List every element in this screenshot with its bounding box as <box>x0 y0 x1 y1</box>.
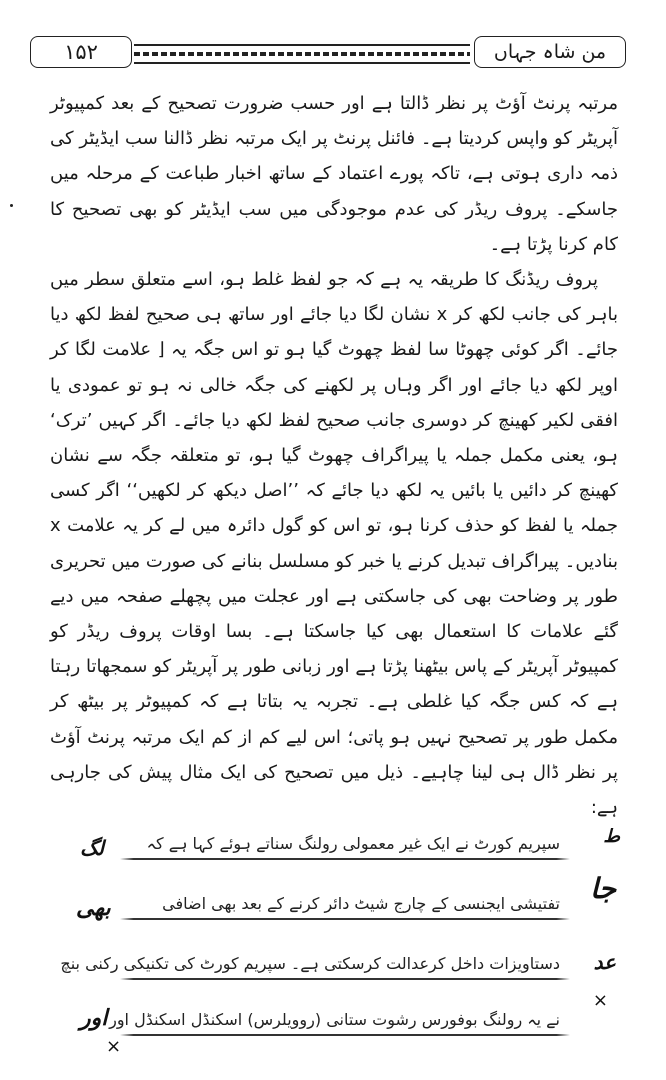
proof-reading-example <box>60 822 620 1072</box>
paragraph-2: پروف ریڈنگ کا طریقہ یہ ہے کہ جو لفظ غلط ہو، اسے متعلق سطر میں باہر کی جانب لکھ کر x نشان لگا دیا جائے اور ساتھ ہی صحیح لفظ لکھ دیا جائے۔ اگر کوئی چھوٹا سا لفظ چھوٹ گیا ہو تو اس جگہ یہ ⌊ علامت لگا کر اوپر لکھ دیا جائے اور اگر وہاں پر لکھنے کی جگہ خالی نہ ہو تو عمودی یا افقی لکیر کھینچ کر دوسری جانب صحیح لفظ لکھ دیا جائے۔ اگر کہیں ’ترک‘ ہو، یعنی مکمل جملہ یا پیراگراف چھوٹ گیا ہو، تو متعلقہ جگہ سے نشان کھینچ کر دائیں یا بائیں یہ لکھ دیا جائے کہ ’’اصل دیکھ کر لکھیں‘‘ اگر کسی جملہ یا لفظ کو حذف کرنا ہو، تو اس کو گول دائرہ میں لے کر یہ علامت x بنادیں۔ پیراگراف تبدیل کرنے یا خبر کو مسلسل بنانے کی صورت میں تحریری طور پر وضاحت بھی کی جاسکتی ہے اور عجلت میں پچھلے صفحہ میں دیے گئے علامات کا استعمال بھی کیا جاسکتا ہے۔ بسا اوقات پروف ریڈر کو کمپیوٹر آپریٹر کے پاس بیٹھنا پڑتا ہے اور زبانی طور پر آپریٹر کو سمجھاتا رہتا ہے کہ کس جگہ کیا غلطی ہے۔ تجربہ یہ بتاتا ہے کہ کمپیوٹر پر بیٹھ کر مکمل طور پر تصحیح نہیں ہو پاتی؛ اس لیے کم از کم ایک مرتبہ پرنٹ آؤٹ پر نظر ڈال ہی لینا چاہیے۔ ذیل میں تصحیح کی ایک مثال پیش کی جارہی ہے: <box>50 269 619 819</box>
margin-correction-line2-left: بھی <box>76 896 111 921</box>
proof-line-2: تفتیشی ایجنسی کے چارج شیٹ دائر کرنے کے بعد بھی اضافی <box>162 894 560 913</box>
proof-rule <box>120 1034 570 1036</box>
proof-line-1: سپریم کورٹ نے ایک غیر معمولی رولنگ سناتے ہوئے کہا ہے کہ <box>146 834 560 853</box>
margin-correction-line2-right: جا <box>590 872 616 905</box>
page-header <box>30 34 634 74</box>
page-number: ۱۵۲ <box>30 36 132 68</box>
running-title: من شاہ جہاں <box>474 36 626 68</box>
header-divider <box>134 44 470 64</box>
proof-rule <box>120 978 570 980</box>
body-text <box>50 86 618 825</box>
proof-line-4: نے یہ رولنگ بوفورس رشوت ستانی (روویلرس) اسکنڈل اسکنڈل اور <box>109 1010 560 1029</box>
margin-correction-line1: لگ <box>80 836 104 860</box>
margin-mark-line1: ط <box>603 826 620 847</box>
delete-mark: × <box>106 1036 122 1057</box>
margin-dot <box>10 204 13 207</box>
proof-line-3: دستاویزات داخل کرعدالت کرسکتی ہے۔ سپریم کورٹ کی تکنیکی رکنی بنچ <box>60 954 560 973</box>
proof-rule <box>120 918 570 920</box>
margin-correction-line3: عد <box>593 950 616 974</box>
delete-mark: × <box>592 990 608 1011</box>
margin-correction-line4: اور <box>80 1006 108 1031</box>
paragraph-1: مرتبہ پرنٹ آؤٹ پر نظر ڈالتا ہے اور حسب ضرورت تصحیح کے بعد کمپیوٹر آپریٹر کو واپس کردیتا ہے۔ فائنل پرنٹ پر ایک مرتبہ نظر ڈالنا سب ایڈیٹر کی ذمہ داری ہوتی ہے، تاکہ پورے اعتماد کے ساتھ اخبار طباعت کے مرحلہ میں جاسکے۔ پروف ریڈر کی عدم موجودگی میں سب ایڈیٹر کو بھی تصحیح کا کام کرنا پڑتا ہے۔ <box>50 93 618 255</box>
proof-rule <box>120 858 570 860</box>
